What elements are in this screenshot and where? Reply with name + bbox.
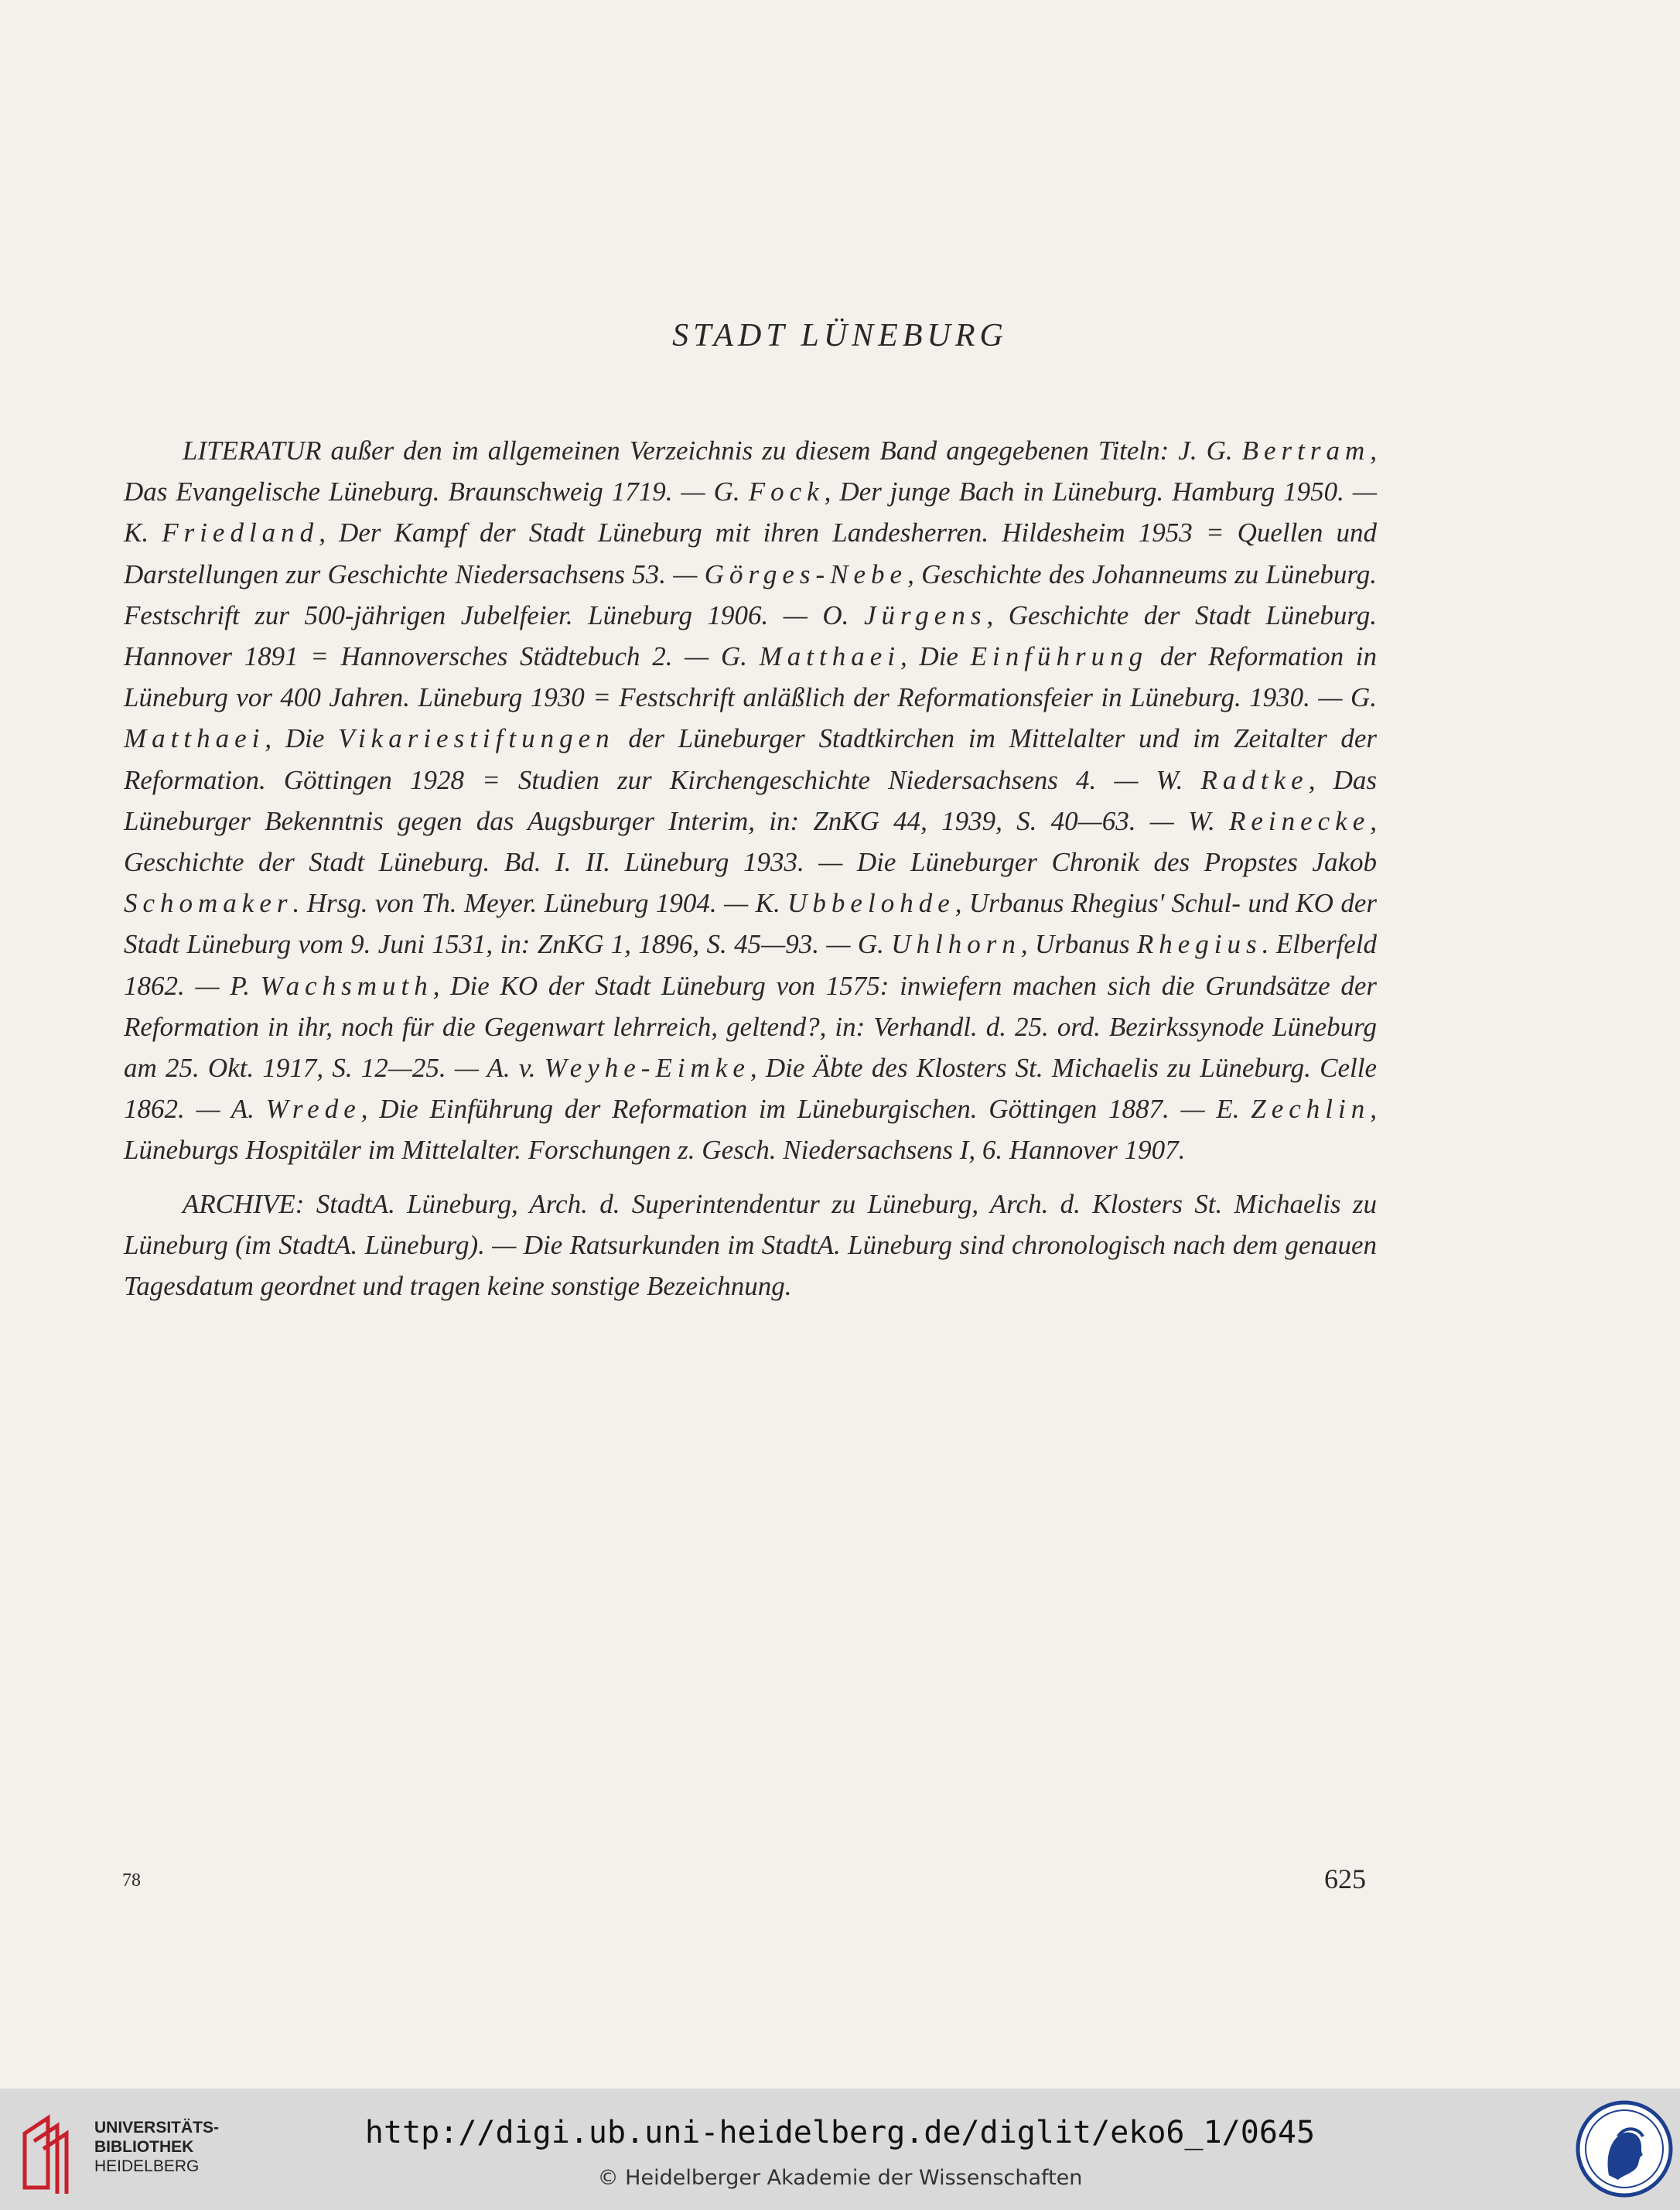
author-name: Wrede: [265, 1094, 361, 1125]
author-name: Radtke: [1200, 764, 1309, 795]
author-name: Rhegius: [1136, 929, 1262, 960]
citation-text: der Reformation in Lüneburg vor 400 Jahren. Lüneburg 1930 = Festschrift anläßlich der Reformationsfeier in Lüneburg. 1930. — G.: [124, 641, 1377, 713]
citation-text: , Lüneburgs Hospitäler im Mittelalter. Forschungen z. Gesch. Niedersachsens I, 6. Hannover 1907.: [124, 1094, 1377, 1166]
citation-text: , Die: [265, 723, 339, 754]
citation-text: , Die KO der Stadt Lüneburg von 1575: inwiefern machen sich die Grundsätze der Reformation in ihr, noch für die Gegenwart lehrreich, geltend?, in: Verhandl. d. 25. ord. Bezirkssynode Lüneburg am 25. Okt. 1917, S. 12—25. — A. v.: [124, 970, 1377, 1084]
page-title: STADT LÜNEBURG: [672, 318, 1008, 354]
author-name: Fock: [748, 476, 825, 507]
page-number: 625: [1324, 1863, 1366, 1894]
author-name: Görges-Nebe: [704, 558, 908, 589]
citation-text: . Hrsg. von Th. Meyer. Lüneburg 1904. — K.: [292, 888, 788, 919]
author-name: Matthaei: [124, 723, 265, 754]
permalink-url[interactable]: http://digi.ub.uni-heidelberg.de/diglit/eko6_1/0645: [364, 2115, 1316, 2150]
citation-text: , Urbanus: [1020, 929, 1137, 960]
document-body: [124, 430, 1377, 1319]
author-name: Weyhe-Eimke: [544, 1053, 750, 1084]
author-name: Jürgens: [863, 599, 987, 630]
citation-text: , Urbanus Rhegius' Schul- und KO der Stadt Lüneburg vom 9. Juni 1531, in: ZnKG 1, 1896, S. 45—93. — G.: [124, 888, 1377, 960]
citation-text: , Die Einführung der Reformation im Lüneburgischen. Göttingen 1887. — E.: [360, 1094, 1251, 1125]
citation-text: , Der junge Bach in Lüneburg. Hamburg 1950. — K.: [124, 476, 1377, 548]
citation-text: , Geschichte der Stadt Lüneburg. Hannover 1891 = Hannoversches Städtebuch 2. — G.: [124, 599, 1377, 672]
viewer-footer: [0, 2089, 1680, 2210]
citation-text: . Elberfeld 1862. — P.: [124, 929, 1377, 1001]
citation-text: , Geschichte des Johanneums zu Lüneburg. Festschrift zur 500-jährigen Jubelfeier. Lüneburg 1906. — O.: [124, 558, 1378, 630]
citation-text: LITERATUR außer den im allgemeinen Verzeichnis zu diesem Band angegebenen Titeln:: [183, 436, 1179, 466]
citation-text: , Die Äbte des Klosters St. Michaelis zu Lüneburg. Celle 1862. — A.: [124, 1053, 1377, 1125]
author-name: Wachsmuth: [260, 970, 433, 1001]
author-name: Einführung: [970, 641, 1149, 672]
author-name: Bertram: [1241, 436, 1371, 466]
signature-mark: 78: [122, 1870, 141, 1891]
citation-text: , Das Evangelische Lüneburg. Braunschweig 1719. — G.: [124, 436, 1377, 507]
citation-text: , Geschichte der Stadt Lüneburg. Bd. I. II. Lüneburg 1933. — Die Lüneburger Chronik des Propstes Jakob: [124, 805, 1377, 878]
library-name: UNIVERSITÄTS- BIBLIOTHEK HEIDELBERG: [94, 2119, 220, 2175]
author-name: Uhlhorn: [891, 929, 1021, 960]
author-name: Schomaker: [124, 888, 293, 919]
copyright-notice: © Heidelberger Akademie der Wissenschaften: [597, 2166, 1083, 2190]
academy-seal-icon[interactable]: [1575, 2099, 1674, 2198]
author-name: Reinecke: [1228, 805, 1371, 836]
author-name: Matthaei: [759, 641, 901, 672]
citation-text: J. G.: [1178, 436, 1242, 466]
archive-paragraph: ARCHIVE: StadtA. Lüneburg, Arch. d. Superintendentur zu Lüneburg, Arch. d. Klosters St. Michaelis zu Lüneburg (im StadtA. Lüneburg). — Die Ratsurkunden im StadtA. Lüneburg sind chronologisch nach dem genauen Tagesdatum geordnet und tragen keine sonstige Bezeichnung.: [124, 1188, 1377, 1302]
author-name: Zechlin: [1251, 1094, 1371, 1125]
citation-text: , Der Kampf der Stadt Lüneburg mit ihren Landesherren. Hildesheim 1953 = Quellen und Darstellungen zur Geschichte Niedersachsens 53. —: [124, 517, 1377, 589]
author-name: Friedland: [162, 517, 319, 548]
citation-text: , Die: [900, 641, 971, 672]
literature-paragraph: [124, 430, 1377, 1171]
author-name: Vikariestiftungen: [338, 723, 615, 754]
citation-text: , Das Lüneburger Bekenntnis gegen das Augsburger Interim, in: ZnKG 44, 1939, S. 40—63. — W.: [124, 764, 1377, 836]
author-name: Ubbelohde: [787, 888, 955, 919]
citation-text: der Lüneburger Stadtkirchen im Mittelalter und im Zeitalter der Reformation. Göttingen 1928 = Studien zur Kirchengeschichte Niedersachsens 4. — W.: [124, 723, 1377, 795]
